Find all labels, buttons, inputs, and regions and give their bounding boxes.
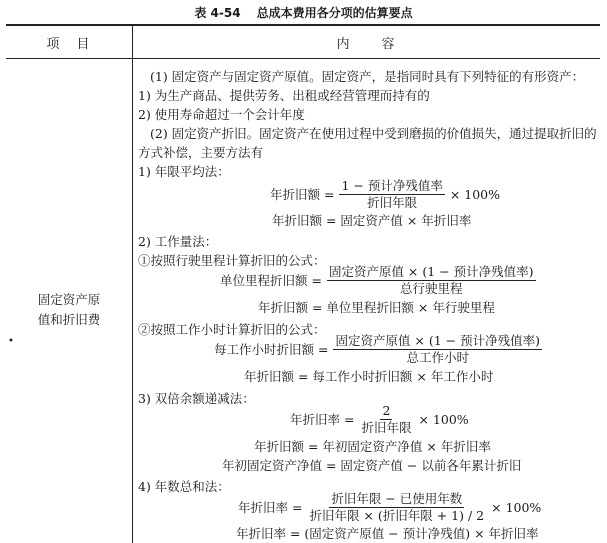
formula-unit-mileage	[220, 264, 539, 296]
formula-rhs: × 100%	[418, 411, 469, 427]
formula-double-declining	[290, 403, 469, 435]
caption-title: 总成本费用各分项的估算要点	[256, 6, 413, 20]
formula-fraction	[359, 404, 413, 435]
formula-numerator: 固定资产原值 × (1 − 预计净残值率)	[335, 332, 541, 348]
formula-line: 年折旧额 = 单位里程折旧额 × 年行驶里程	[258, 300, 495, 315]
formula-line: 年折旧额 = 固定资产值 × 年折旧率	[272, 213, 472, 228]
formula-lhs: 年折旧额 =	[270, 187, 335, 202]
formula-denominator: 折旧年限	[367, 194, 418, 210]
row-label-line-1: 固定资产原	[37, 292, 101, 307]
content-line: 1) 为生产商品、提供劳务、出租或经营管理而持有的	[138, 88, 430, 103]
content-line: 2) 使用寿命超过一个会计年度	[138, 107, 305, 122]
formula-numerator: 1 − 预计净残值率	[341, 177, 443, 193]
formula-lhs: 单位里程折旧额 =	[220, 273, 322, 288]
formula-numerator: 固定资产原值 × (1 − 预计净残值率)	[328, 263, 534, 279]
table-top-rule	[6, 24, 600, 26]
formula-line: 年折旧额 = 年初固定资产净值 × 年折旧率	[254, 439, 491, 454]
content-line: (2) 固定资产折旧。固定资产在使用过程中受到磨损的价值损失，通过提取折旧的	[150, 126, 597, 141]
content-line: 方式补偿，主要方法有	[138, 145, 264, 160]
formula-work-hour	[214, 333, 545, 365]
content-line: 2) 工作量法：	[138, 234, 218, 249]
row-label	[6, 290, 132, 330]
formula-lhs: 年折旧率 =	[238, 500, 303, 515]
table-column-divider	[132, 24, 133, 543]
content-line: 3) 双倍余额递减法：	[138, 391, 255, 406]
header-item: 项 目	[46, 37, 92, 52]
formula-denominator: 折旧年限 × (折旧年限 + 1) / 2	[309, 507, 485, 523]
content-line: (1) 固定资产与固定资产原值。固定资产，是指同时具有下列特征的有形资产：	[150, 69, 585, 84]
formula-denominator: 总行驶里程	[399, 280, 463, 296]
formula-fraction	[339, 179, 444, 210]
formula-fraction	[307, 492, 486, 523]
formula-denominator: 折旧年限	[361, 419, 412, 435]
content-line: 4) 年数总和法：	[138, 479, 230, 494]
formula-denominator: 总工作小时	[406, 349, 469, 365]
formula-straight-line	[270, 178, 500, 210]
formula-lhs: 每工作小时折旧额 =	[214, 342, 329, 357]
formula-numerator: 2	[382, 402, 391, 418]
header-content: 内 容	[336, 37, 397, 52]
formula-line: 年折旧额 = 每工作小时折旧额 × 年工作小时	[244, 369, 494, 384]
table-caption	[0, 4, 607, 21]
stray-dot: •	[8, 336, 14, 347]
formula-lhs: 年折旧率 =	[290, 412, 355, 427]
row-label-line-2: 值和折旧费	[37, 312, 101, 327]
content-line: 1) 年限平均法：	[138, 164, 230, 179]
formula-numerator: 折旧年限 − 已使用年数	[331, 490, 463, 506]
content-line: ②按照工作小时计算折旧的公式：	[138, 322, 326, 337]
formula-rhs: × 100%	[491, 499, 542, 515]
formula-fraction	[333, 334, 542, 365]
caption-number: 表 4-54	[194, 6, 241, 20]
formula-fraction	[327, 265, 536, 296]
formula-rhs: × 100%	[449, 186, 501, 202]
formula-sum-of-years	[238, 491, 541, 523]
formula-line: 年初固定资产净值 = 固定资产值 − 以前各年累计折旧	[222, 458, 522, 473]
content-line: ①按照行驶里程计算折旧的公式：	[138, 253, 326, 268]
table-header-rule	[6, 58, 600, 59]
formula-line: 年折旧率 = (固定资产原值 − 预计净残值) × 年折旧率	[236, 526, 539, 541]
